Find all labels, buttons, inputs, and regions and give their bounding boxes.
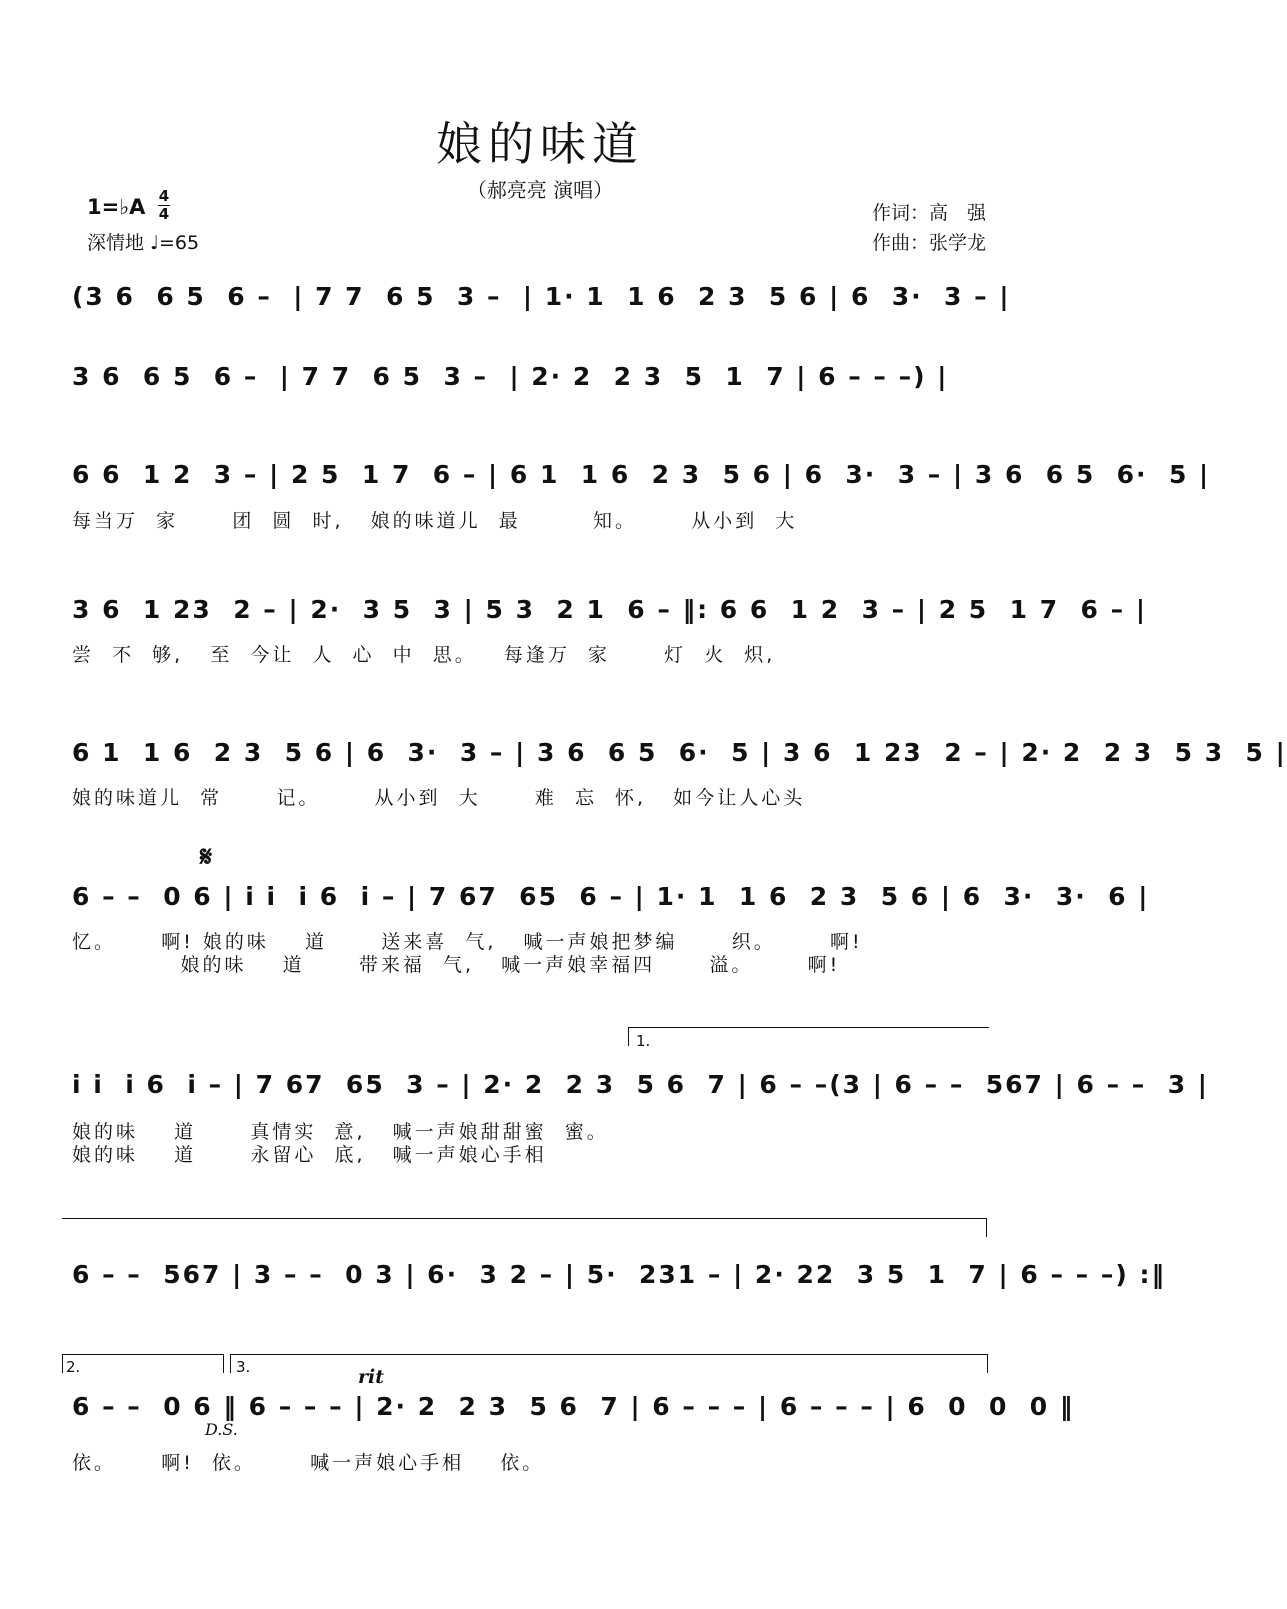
segno-sign: 𝄋 [200, 840, 213, 873]
notation-line: 6 6 1 2 3 – | 2 5 1 7 6 – | 6 1 1 6 2 3 5 6 | 6 3· 3 – | 3 6 6 5 6· 5 | [72, 460, 1211, 489]
time-signature-top: 4 [158, 187, 170, 205]
ritardando-marking: rit [358, 1366, 385, 1388]
ending-bracket-2 [62, 1354, 224, 1373]
notation-line: 6 – – 0 6 ‖ 6 – – – | 2· 2 2 3 5 6 7 | 6 – – – | 6 – – – | 6 0 0 0 ‖ [72, 1392, 1075, 1421]
lyric-line: 娘的味 道 真情实 意, 喊一声娘甜甜蜜 蜜。 [72, 1121, 609, 1143]
ending-bracket-1-cont [62, 1218, 987, 1237]
key-signature: 1=♭A [87, 195, 146, 219]
notation-line: 6 – – 0 6 | i i i 6 i – | 7 67 65 6 – | 1· 1 1 6 2 3 5 6 | 6 3· 3· 6 | [72, 882, 1150, 911]
ending-label-1: 1. [636, 1032, 651, 1050]
ending-bracket-3 [230, 1354, 988, 1373]
lyric-line: 依。 啊! 依。 喊一声娘心手相 依。 [72, 1452, 545, 1474]
lyric-line: 娘的味 道 永留心 底, 喊一声娘心手相 [72, 1144, 547, 1166]
composer-credit: 作曲：张学龙 [872, 232, 987, 254]
lyricist-credit: 作词：高 强 [872, 202, 987, 224]
notation-line: 6 1 1 6 2 3 5 6 | 6 3· 3 – | 3 6 6 5 6· 5 | 3 6 1 23 2 – | 2· 2 2 3 5 3 5 | [72, 738, 1287, 767]
ending-bracket-1 [628, 1027, 989, 1046]
time-signature [158, 188, 170, 223]
notation-line: (3 6 6 5 6 – | 7 7 6 5 3 – | 1· 1 1 6 2 3 5 6 | 6 3· 3 – | [72, 282, 1011, 311]
lyric-line: 尝 不 够, 至 今让 人 心 中 思。 每逢万 家 灯 火 炽, [72, 644, 776, 666]
notation-line: i i i 6 i – | 7 67 65 3 – | 2· 2 2 3 5 6 7 | 6 – –(3 | 6 – – 567 | 6 – – 3 | [72, 1070, 1209, 1099]
ending-label-3: 3. [236, 1358, 251, 1376]
lyric-line: 每当万 家 团 圆 时, 娘的味道儿 最 知。 从小到 大 [72, 510, 798, 532]
ending-label-2: 2. [66, 1358, 81, 1376]
notation-line: 3 6 6 5 6 – | 7 7 6 5 3 – | 2· 2 2 3 5 1 7 | 6 – – –) | [72, 362, 949, 391]
notation-line: 3 6 1 23 2 – | 2· 3 5 3 | 5 3 2 1 6 – ‖: 6 6 1 2 3 – | 2 5 1 7 6 – | [72, 595, 1147, 624]
lyric-line: 娘的味道儿 常 记。 从小到 大 难 忘 怀, 如今让人心头 [72, 787, 806, 809]
performer-credit: （郝亮亮 演唱） [466, 178, 614, 202]
notation-line: 6 – – 567 | 3 – – 0 3 | 6· 3 2 – | 5· 231 – | 2· 22 3 5 1 7 | 6 – – –) :‖ [72, 1260, 1166, 1289]
lyric-line: 忆。 啊! 娘的味 道 送来喜 气, 喊一声娘把梦编 织。 啊! [72, 931, 863, 953]
time-signature-bottom: 4 [158, 205, 170, 223]
tempo-marking: 深情地 ♩=65 [87, 232, 200, 254]
dal-segno-marking: D.S. [205, 1420, 238, 1439]
lyric-line: 娘的味 道 带来福 气, 喊一声娘幸福四 溢。 啊! [72, 954, 841, 976]
song-title: 娘的味道 [436, 117, 644, 171]
